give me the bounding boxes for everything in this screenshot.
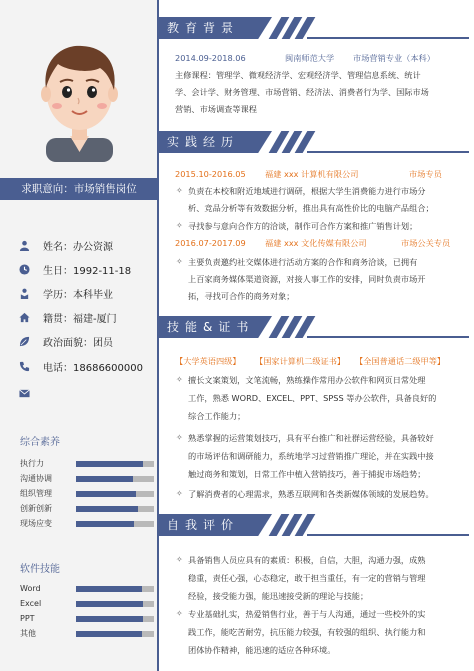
info-email <box>18 386 43 400</box>
software-row <box>20 583 138 595</box>
software-bar-fill <box>76 616 143 622</box>
self-eval-title: 自我评价 <box>167 518 240 532</box>
bullet-icon: ✧ <box>176 609 183 618</box>
quality-bar-fill <box>76 506 138 512</box>
eval-bullet-line: 具备销售人员应具有的素质：积极，自信，大胆，沟通力强，成熟 <box>188 555 426 565</box>
quality-bar-track <box>76 461 154 467</box>
info-political: 政治面貌：团员 <box>18 334 113 348</box>
job-bullet-line: 主要负责邀约社交媒体进行活动方案的合作和商务洽谈，已拥有 <box>188 257 418 267</box>
skill-bullet-line: 了解消费者的心理需求，熟悉互联网和各类新媒体领域的发展趋势。 <box>188 489 434 499</box>
quality-label: 组织管理 <box>20 489 52 498</box>
graduation-cap-icon <box>18 287 30 299</box>
eval-bullet-line: 践工作，能吃苦耐劳，抗压能力较强，有较强的组织、执行能力和 <box>188 627 426 637</box>
software-bar-track <box>76 631 154 637</box>
software-row <box>20 613 138 625</box>
job-company: 福建 xxx 文化传媒有限公司 <box>265 238 367 248</box>
job-position: 市场专员 <box>409 169 442 179</box>
quality-row <box>20 473 138 485</box>
cert: 【国家计算机二级证书】 <box>255 356 346 366</box>
calendar-icon <box>18 263 30 275</box>
education-line: 学、会计学、财务管理、市场营销、经济法、消费者行为学、国际市场 <box>175 87 429 97</box>
bullet-icon: ✧ <box>176 489 183 498</box>
quality-label: 沟通协调 <box>20 474 52 483</box>
quality-bar-track <box>76 506 154 512</box>
software-bar-fill <box>76 586 142 592</box>
skills-title: 技能&证书 <box>167 320 255 334</box>
job-bullet-line: 析、竞品分析等有效数据分析，推出具有高性价比的电脑产品组合； <box>188 203 434 213</box>
quality-bar-track <box>76 521 154 527</box>
self-eval-header <box>157 514 474 536</box>
quality-bar-track <box>76 491 154 497</box>
software-bar-track <box>76 586 154 592</box>
job-bullet-line: 上百家商务媒体渠道资源，对接人事工作的安排，同时负责市场开 <box>188 274 426 284</box>
info-phone: 电话：18686600000 <box>18 359 143 373</box>
quality-bar-fill <box>76 461 143 467</box>
education-line: 主修课程：管理学、微观经济学、宏观经济学、管理信息系统、统计 <box>175 70 421 80</box>
software-label: Word <box>20 584 41 593</box>
quality-label: 执行力 <box>20 459 44 468</box>
education-header <box>157 17 474 39</box>
skill-bullet-line: 的市场评估和调研能力，系统地学习过营销推广理论，并在实践中接 <box>188 451 434 461</box>
software-bar-fill <box>76 601 143 607</box>
software-bar-track <box>76 616 154 622</box>
user-icon <box>18 239 30 251</box>
job-company: 福建 xxx 计算机有限公司 <box>265 169 359 179</box>
bullet-icon: ✧ <box>176 555 183 564</box>
quality-title: 综合素养 <box>20 437 60 448</box>
education-school: 闽南师范大学 <box>285 53 335 63</box>
quality-row <box>20 503 138 515</box>
info-name: 姓名：办公资源 <box>18 238 113 252</box>
education-major: 市场营销专业（本科） <box>353 53 435 63</box>
education-line: 营销、市场调查等课程 <box>175 104 257 114</box>
software-label: PPT <box>20 614 35 623</box>
quality-bar-fill <box>76 491 136 497</box>
education-title: 教育背景 <box>167 21 240 35</box>
bullet-icon: ✧ <box>176 433 183 442</box>
cert: 【全国普通话二级甲等】 <box>355 356 446 366</box>
software-label: Excel <box>20 599 42 608</box>
software-row <box>20 598 138 610</box>
eval-bullet-line: 专业基础扎实，热爱销售行业，善于与人沟通，通过一些校外的实 <box>188 609 426 619</box>
info-education: 学历：本科毕业 <box>18 286 113 300</box>
bullet-icon: ✧ <box>176 257 183 266</box>
quality-row <box>20 518 138 530</box>
quality-row <box>20 488 138 500</box>
eval-bullet-line: 经验，接受能力强，能迅速接受新的理论与技能； <box>188 591 369 601</box>
phone-icon <box>18 360 30 372</box>
skill-bullet-line: 触过商务和策划，日常工作中植入营销技巧，善于捕捉市场趋势； <box>188 469 426 479</box>
job-position: 市场公关专员 <box>401 238 451 248</box>
software-bar-track <box>76 601 154 607</box>
eval-bullet-line: 稳重，责任心强，心态稳定，敢于担当重任，有一定的营销与管理 <box>188 573 426 583</box>
bullet-icon: ✧ <box>176 186 183 195</box>
quality-bar-fill <box>76 476 133 482</box>
quality-bar-track <box>76 476 154 482</box>
education-date: 2014.09-2018.06 <box>175 53 246 63</box>
leaf-icon <box>18 335 30 347</box>
quality-bar-fill <box>76 521 134 527</box>
skills-header <box>157 316 474 338</box>
software-label: 其他 <box>20 629 36 638</box>
skill-bullet-line: 综合工作能力； <box>188 411 246 421</box>
info-hometown: 籍贯：福建-厦门 <box>18 310 117 324</box>
skill-bullet-line: 擅长文案策划，文笔流畅，熟练操作常用办公软件和网页日常处理 <box>188 375 426 385</box>
job-objective: 求职意向：市场销售岗位 <box>21 183 137 195</box>
quality-row <box>20 458 138 470</box>
info-birthday: 生日：1992-11-18 <box>18 262 131 276</box>
job-date: 2016.07-2017.09 <box>175 238 246 248</box>
avatar <box>32 40 127 162</box>
experience-title: 实践经历 <box>167 135 240 149</box>
skill-bullet-line: 工作，熟悉 WORD、EXCEL、PPT、SPSS 等办公软件，具备良好的 <box>188 393 437 403</box>
quality-label: 现场应变 <box>20 519 52 528</box>
job-bullet-line: 寻找参与意向合作方的洽谈，制作可合作方案和推广销售计划； <box>188 221 418 231</box>
job-bullet-line: 负责在本校和附近地域进行调研，根据大学生消费能力进行市场分 <box>188 186 426 196</box>
quality-label: 创新创新 <box>20 504 52 513</box>
bullet-icon: ✧ <box>176 375 183 384</box>
cert: 【大学英语四级】 <box>175 356 241 366</box>
eval-bullet-line: 团体协作精神，能迅速的适应各种环境。 <box>188 645 336 655</box>
experience-header <box>157 131 474 153</box>
home-icon <box>18 311 30 323</box>
job-date: 2015.10-2016.05 <box>175 169 246 179</box>
software-bar-fill <box>76 631 142 637</box>
skill-bullet-line: 熟悉掌握的运营策划技巧，具有平台推广和社群运营经验，具备较好 <box>188 433 434 443</box>
software-title: 软件技能 <box>20 564 60 575</box>
job-bullet-line: 拓，寻找可合作的商务对象； <box>188 291 295 301</box>
bullet-icon: ✧ <box>176 221 183 230</box>
software-row <box>20 628 138 640</box>
mail-icon <box>18 387 30 399</box>
